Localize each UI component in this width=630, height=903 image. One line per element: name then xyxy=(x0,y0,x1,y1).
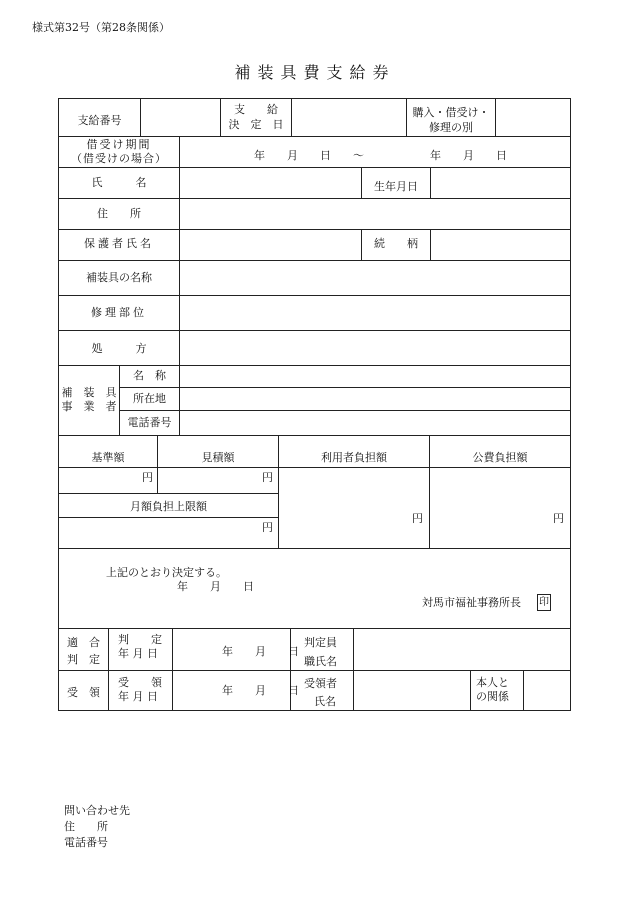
name-label: 氏 名 xyxy=(91,176,147,189)
receipt-date-label-2: 年 月 日 xyxy=(118,690,158,703)
decision-date-label-2: 決 定 日 xyxy=(228,118,284,131)
contact-address-label: 住 所 xyxy=(64,820,108,833)
guardian-name-label: 保護者氏名 xyxy=(84,237,154,250)
yen-standard: 円 xyxy=(142,471,153,484)
judgment-date-label-2: 年 月 日 xyxy=(118,647,158,660)
purchase-type-label-2: 修理の別 xyxy=(429,121,473,134)
receipt-date-value: 年 月 日 xyxy=(222,684,299,697)
decision-date-label: 支 給 xyxy=(234,103,278,116)
contact-phone-label: 電話番号 xyxy=(64,836,108,849)
judgment-date-value: 年 月 日 xyxy=(222,645,299,658)
provider-address-label: 所在地 xyxy=(133,392,166,405)
receipt-label: 受 領 xyxy=(67,686,100,699)
payment-number-label: 支給番号 xyxy=(77,114,122,127)
public-burden-label: 公費負担額 xyxy=(472,451,528,464)
form-number: 様式第32号（第28条関係） xyxy=(32,21,170,34)
judgment-date-label: 判 定 xyxy=(118,633,162,646)
suitability-label: 適 合 xyxy=(67,636,100,649)
address-label: 住 所 xyxy=(97,207,141,220)
relation-self-label: 本人と xyxy=(476,676,509,689)
lease-period-label: 借受け期間 xyxy=(86,138,152,151)
provider-name-label: 名 称 xyxy=(133,369,166,382)
estimate-label: 見積額 xyxy=(201,451,235,464)
receipt-date-label: 受 領 xyxy=(118,676,162,689)
lease-period-label-2: （借受けの場合） xyxy=(71,152,167,165)
user-burden-label: 利用者負担額 xyxy=(321,451,387,464)
yen-user: 円 xyxy=(412,512,423,525)
standard-amount-label: 基準額 xyxy=(91,451,125,464)
relation-self-label-2: の関係 xyxy=(476,690,509,703)
judge-label-2: 職氏名 xyxy=(304,655,337,668)
recipient-label: 受領者 xyxy=(304,677,337,690)
page-title: 補装具費支給券 xyxy=(234,63,396,82)
decision-statement: 上記のとおり決定する。 xyxy=(106,566,227,579)
provider-phone-label: 電話番号 xyxy=(127,416,172,429)
relationship-label: 続 柄 xyxy=(374,237,418,250)
purchase-type-label: 購入・借受け・ xyxy=(412,106,490,119)
prescription-label: 処 方 xyxy=(91,342,147,355)
seal-stamp: 印 xyxy=(537,594,551,611)
device-name-label: 補装具の名称 xyxy=(86,271,152,284)
monthly-cap-label: 月額負担上限額 xyxy=(130,500,207,513)
contact-heading: 問い合わせ先 xyxy=(64,804,130,817)
provider-label: 補 装 具 xyxy=(61,386,117,399)
decision-date: 年 月 日 xyxy=(177,580,254,593)
issuer: 対馬市福祉事務所長 xyxy=(422,596,521,609)
yen-estimate: 円 xyxy=(262,471,273,484)
repair-part-label: 修理部位 xyxy=(91,306,147,319)
yen-monthly-cap: 円 xyxy=(262,521,273,534)
judge-label: 判定員 xyxy=(304,636,337,649)
yen-public: 円 xyxy=(553,512,564,525)
birth-date-label: 生年月日 xyxy=(374,180,418,193)
recipient-label-2: 氏名 xyxy=(314,695,336,708)
lease-period-value: 年 月 日 ～ 年 月 日 xyxy=(254,149,507,162)
provider-label-2: 事 業 者 xyxy=(61,400,117,413)
suitability-label-2: 判 定 xyxy=(67,653,100,666)
